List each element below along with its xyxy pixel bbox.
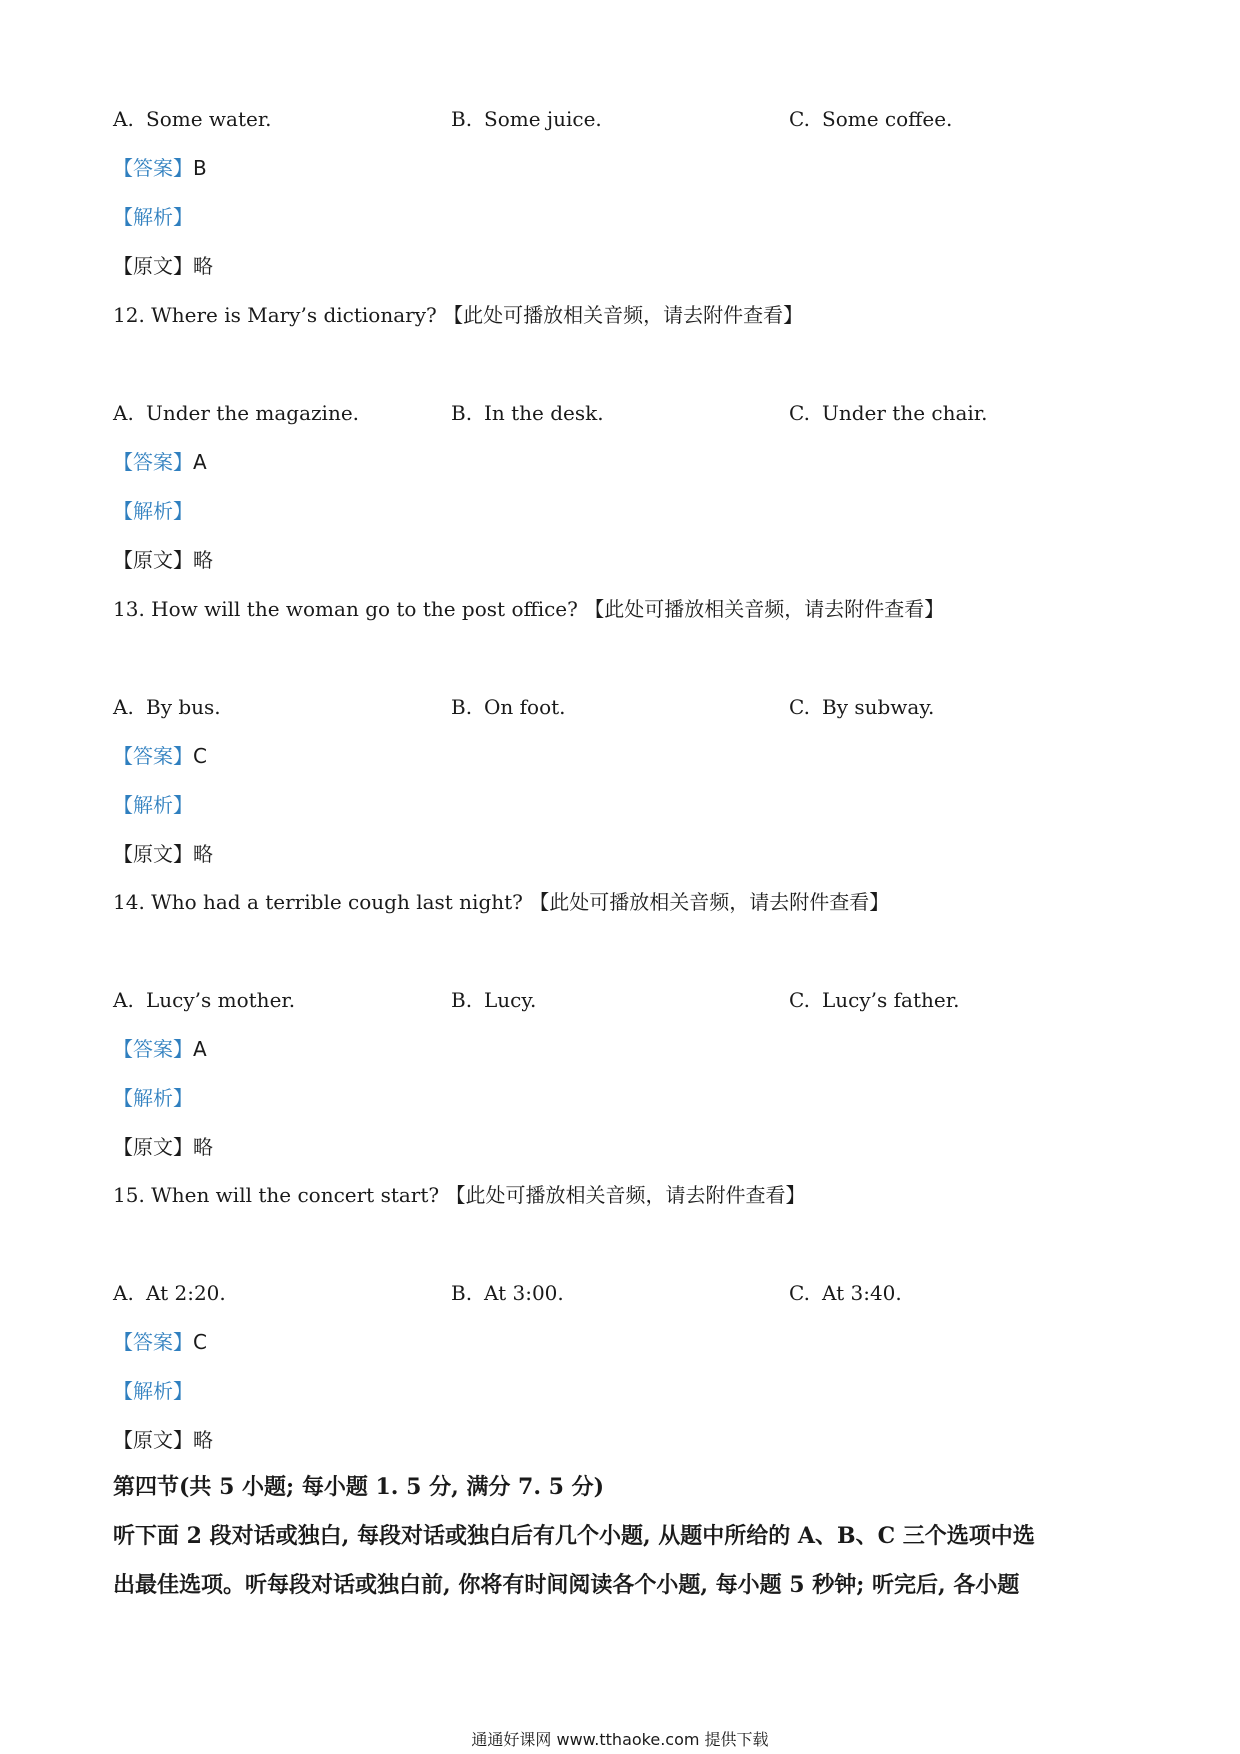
option-a: A. Lucy’s mother.	[113, 988, 296, 1012]
section-instruction-2: 出最佳选项。听每段对话或独白前, 你将有时间阅读各个小题, 每小题 5 秒钟; 听完后, 各小题	[113, 1572, 1020, 1598]
answer-line: 【答案】A	[113, 450, 207, 474]
analysis-label: 【解析】	[113, 205, 193, 229]
original-line: 【原文】略	[113, 254, 213, 278]
option-c: C. Lucy’s father.	[789, 988, 960, 1012]
question-14: 14. Who had a terrible cough last night? 【此处可播放相关音频，请去附件查看】	[113, 890, 890, 914]
original-line: 【原文】略	[113, 1135, 213, 1159]
option-b: B. Lucy.	[451, 988, 537, 1012]
option-b: B. In the desk.	[451, 401, 604, 425]
answer-line: 【答案】A	[113, 1037, 207, 1061]
analysis-label: 【解析】	[113, 1379, 193, 1403]
option-c: C. Under the chair.	[789, 401, 988, 425]
section-title: 第四节(共 5 小题; 每小题 1. 5 分, 满分 7. 5 分)	[113, 1474, 605, 1500]
question-15: 15. When will the concert start? 【此处可播放相关音频，请去附件查看】	[113, 1183, 806, 1207]
analysis-label: 【解析】	[113, 1086, 193, 1110]
option-b: B. Some juice.	[451, 107, 602, 131]
answer-line: 【答案】B	[113, 156, 207, 180]
page-footer: 通通好课网 www.tthaoke.com 提供下载	[471, 1730, 769, 1749]
answer-line: 【答案】C	[113, 744, 207, 768]
original-line: 【原文】略	[113, 1428, 213, 1452]
analysis-label: 【解析】	[113, 499, 193, 523]
original-line: 【原文】略	[113, 548, 213, 572]
option-c: C. Some coffee.	[789, 107, 953, 131]
answer-line: 【答案】C	[113, 1330, 207, 1354]
question-13: 13. How will the woman go to the post office? 【此处可播放相关音频，请去附件查看】	[113, 597, 945, 621]
option-a: A. Some water.	[113, 107, 272, 131]
analysis-label: 【解析】	[113, 793, 193, 817]
option-c: C. By subway.	[789, 695, 935, 719]
section-instruction-1: 听下面 2 段对话或独白, 每段对话或独白后有几个小题, 从题中所给的 A、B、C 三个选项中选	[113, 1523, 1035, 1549]
question-12: 12. Where is Mary’s dictionary? 【此处可播放相关音频，请去附件查看】	[113, 303, 804, 327]
original-line: 【原文】略	[113, 842, 213, 866]
option-a: A. By bus.	[113, 695, 221, 719]
option-a: A. At 2:20.	[113, 1281, 226, 1305]
option-c: C. At 3:40.	[789, 1281, 902, 1305]
option-b: B. On foot.	[451, 695, 566, 719]
option-a: A. Under the magazine.	[113, 401, 360, 425]
option-b: B. At 3:00.	[451, 1281, 564, 1305]
